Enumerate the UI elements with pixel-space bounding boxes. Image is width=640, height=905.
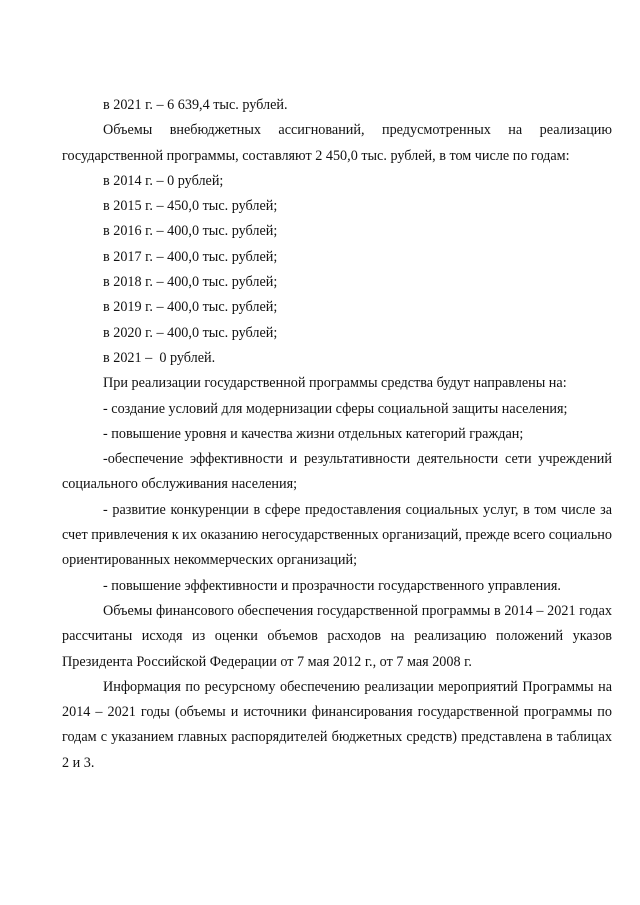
direction-item-5: - повышение эффективности и прозрачности государственного управления.	[103, 577, 561, 594]
direction-item-1: - создание условий для модернизации сферы социальной защиты населения;	[103, 400, 568, 417]
year-2021-budget-line: в 2021 г. – 6 639,4 тыс. рублей.	[103, 97, 288, 113]
document-page	[62, 93, 612, 776]
direction-item-2: - повышение уровня и качества жизни отдельных категорий граждан;	[103, 425, 524, 442]
financing-paragraph: Объемы финансового обеспечения государственной программы в 2014 – 2021 годах рассчитаны исходя из оценки объемов расходов на реализацию положений указов Президента Российской Федерации от 7 мая 2012 г., от 7 мая 2008 г.	[62, 602, 612, 670]
offbudget-paragraph: Объемы внебюджетных ассигнований, предусмотренных на реализацию государственной программы, составляют 2 450,0 тыс. рублей, в том числе по годам:	[62, 122, 612, 164]
year-line-2020: в 2020 г. – 400,0 тыс. рублей;	[103, 324, 278, 341]
direction-item-4: - развитие конкуренции в сфере предоставления социальных услуг, в том числе за счет привлечения к их оказанию негосударственных организаций, прежде всего социально ориентированных некоммерческих организаций;	[62, 501, 612, 569]
year-line-2016: в 2016 г. – 400,0 тыс. рублей;	[103, 223, 278, 240]
direction-item-3: -обеспечение эффективности и результативности деятельности сети учреждений социального обслуживания населения;	[62, 451, 612, 493]
year-line-2014: в 2014 г. – 0 рублей;	[103, 172, 224, 189]
year-line-2017: в 2017 г. – 400,0 тыс. рублей;	[103, 248, 278, 265]
year-line-2018: в 2018 г. – 400,0 тыс. рублей;	[103, 274, 278, 291]
resource-info-paragraph: Информация по ресурсному обеспечению реализации мероприятий Программы на 2014 – 2021 годы (объемы и источники финансирования государственной программы по годам с указанием главных распорядителей бюджетных средств) представлена в таблицах 2 и 3.	[62, 678, 612, 771]
year-line-2015: в 2015 г. – 450,0 тыс. рублей;	[103, 198, 278, 215]
directions-intro: При реализации государственной программы средства будут направлены на:	[103, 375, 567, 392]
year-line-2019: в 2019 г. – 400,0 тыс. рублей;	[103, 299, 278, 316]
year-line-2021: в 2021 – 0 рублей.	[103, 349, 216, 366]
